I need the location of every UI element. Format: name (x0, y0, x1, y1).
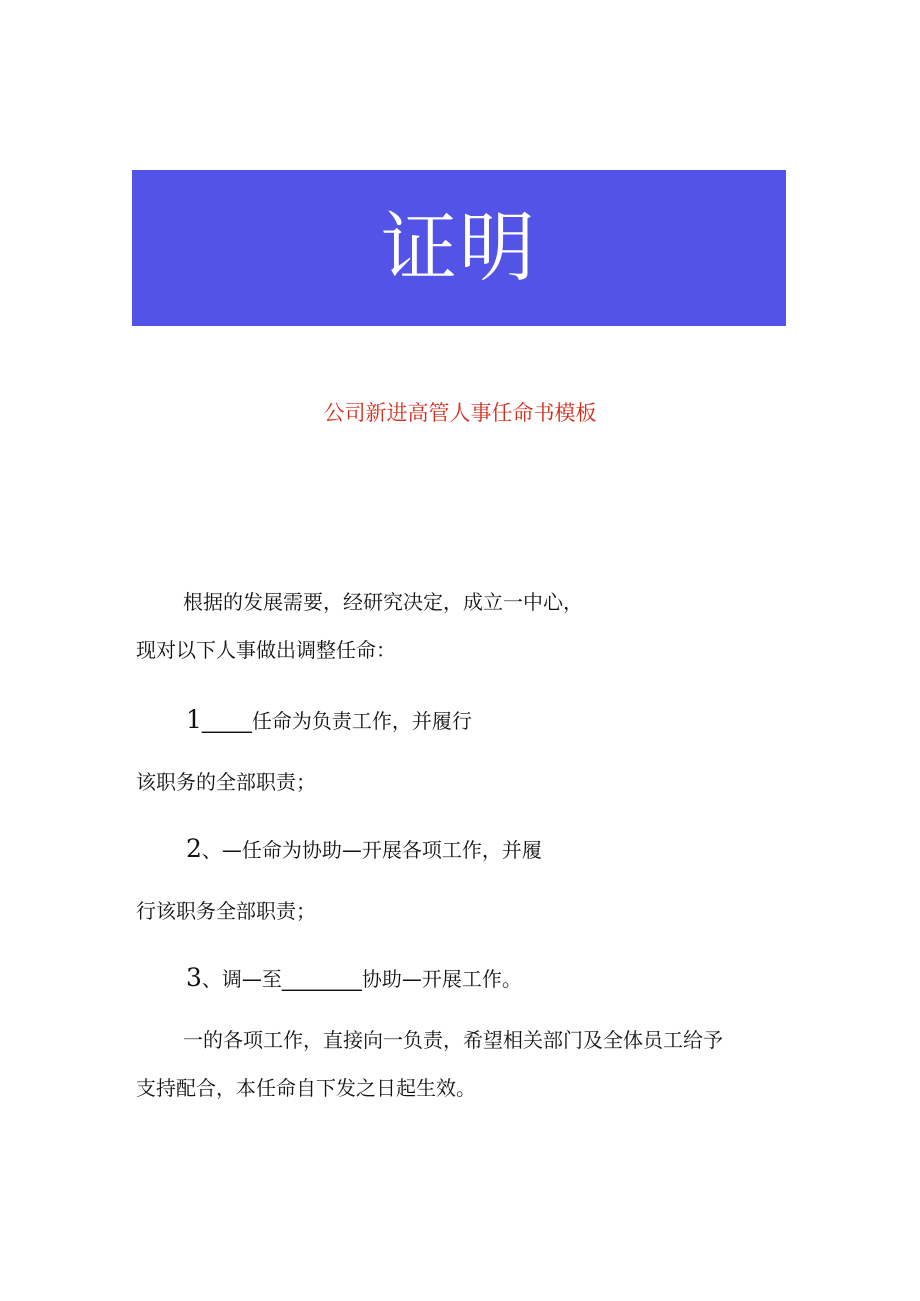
item-2-number: 2 (186, 834, 202, 863)
item-2-text: 、—任命为协助—开展各项工作，并履 (201, 838, 542, 862)
item-1 (186, 705, 472, 736)
item-3-text: 、调—至________协助—开展工作。 (201, 967, 522, 991)
document-subtitle: 公司新进高管人事任命书模板 (323, 401, 597, 425)
banner-title: 证明 (381, 203, 537, 292)
paragraph-closing-line-2: 支持配合，本任命自下发之日起生效。 (136, 1076, 476, 1100)
item-3-number: 3 (186, 963, 202, 992)
item-3 (186, 963, 522, 994)
item-1-number: 1 (186, 705, 202, 734)
item-2 (186, 834, 542, 865)
item-1-continuation: 该职务的全部职责； (136, 770, 316, 794)
paragraph-intro-line-2: 现对以下人事做出调整任命： (136, 638, 396, 662)
paragraph-closing-line-1: 一的各项工作，直接向一负责，希望相关部门及全体员工给予 (183, 1028, 723, 1052)
item-1-text: _____任命为负责工作，并履行 (201, 709, 472, 733)
title-banner (132, 170, 786, 326)
item-2-continuation: 行该职务全部职责； (136, 899, 316, 923)
paragraph-intro-line-1: 根据的发展需要，经研究决定，成立一中心， (183, 590, 583, 614)
